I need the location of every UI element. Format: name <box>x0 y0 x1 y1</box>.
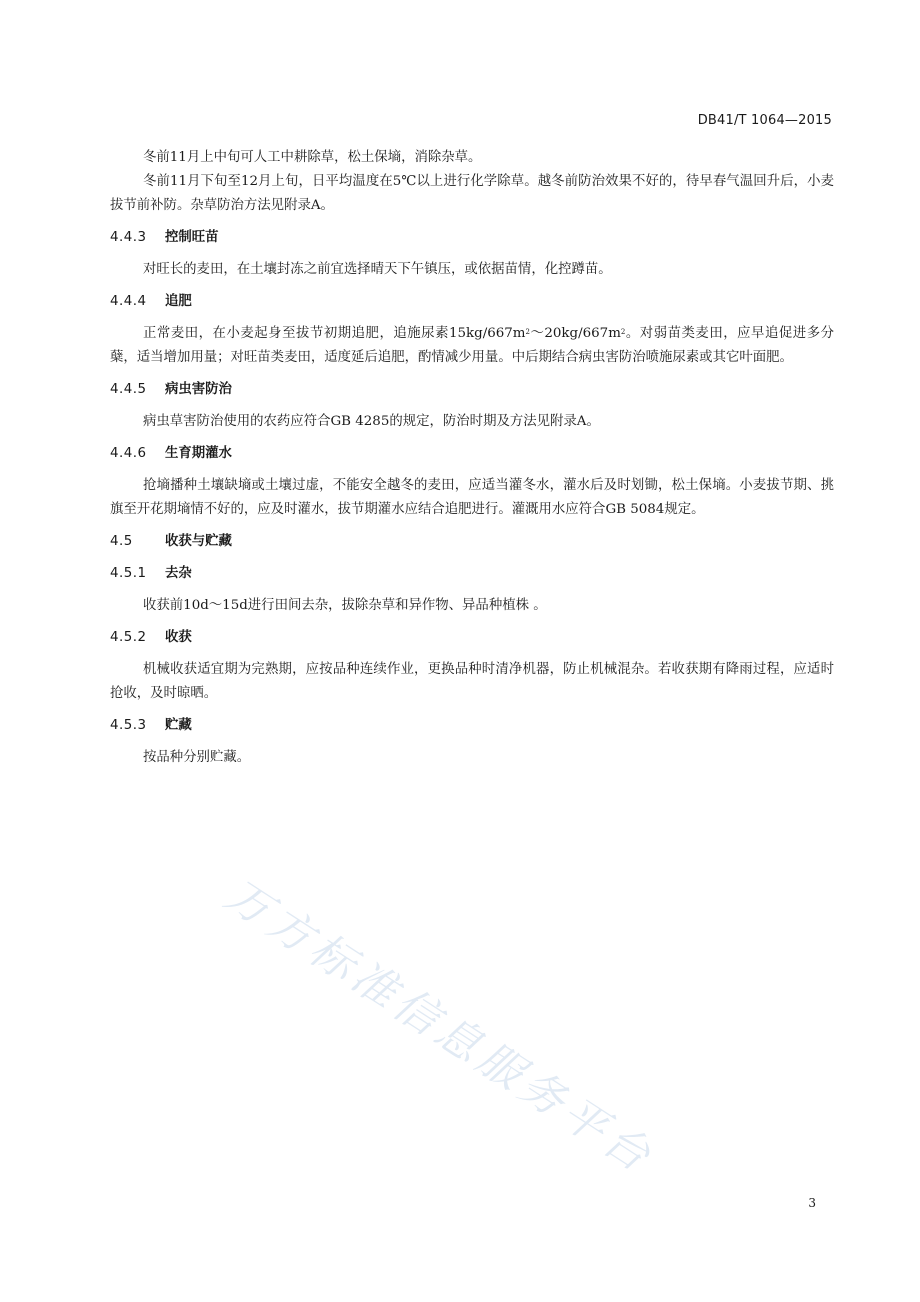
paragraph: 冬前11月上中旬可人工中耕除草，松土保墒，消除杂草。 <box>143 150 482 165</box>
section-number: 4.5.3 <box>110 718 147 733</box>
section-heading-4-5-1 <box>110 562 834 586</box>
section-title: 收获 <box>165 630 192 645</box>
section-heading-4-5-2 <box>110 626 834 650</box>
superscript: 2 <box>525 328 530 336</box>
document-body <box>110 146 834 770</box>
section-heading-4-4-4 <box>110 290 834 314</box>
section-number: 4.4.6 <box>110 446 147 461</box>
section-title: 去杂 <box>165 566 192 581</box>
text-segment: 。对弱苗类麦田，应早追促进多分蘖，适当增加用量；对旺苗类麦田，适度延后追肥，酌情减少用量。中后期结合病虫害防治喷施尿素或其它叶面肥。 <box>110 326 834 365</box>
document-code: DB41/T 1064—2015 <box>697 113 832 128</box>
section-title: 贮藏 <box>165 718 192 733</box>
text-segment: ～20kg/667m <box>529 326 621 341</box>
paragraph: 收获前10d～15d进行田间去杂，拔除杂草和异作物、异品种植株 。 <box>143 598 547 613</box>
section-number: 4.4.4 <box>110 294 147 309</box>
section-number: 4.5.2 <box>110 630 147 645</box>
section-number: 4.4.3 <box>110 230 147 245</box>
paragraph: 按品种分别贮藏。 <box>143 750 251 765</box>
page-number: 3 <box>808 1196 816 1210</box>
section-number: 4.4.5 <box>110 382 147 397</box>
section-title: 生育期灌水 <box>165 446 232 461</box>
section-heading-4-4-3 <box>110 226 834 250</box>
paragraph: 抢墒播种土壤缺墒或土壤过虚，不能安全越冬的麦田，应适当灌冬水，灌水后及时划锄，松土保墒。小麦拔节期、挑旗至开花期墒情不好的，应及时灌水，拔节期灌水应结合追肥进行。灌溉用水应符合GB 5084规定。 <box>110 478 834 517</box>
section-heading-4-4-5 <box>110 378 834 402</box>
section-heading-4-4-6 <box>110 442 834 466</box>
section-title: 控制旺苗 <box>165 230 219 245</box>
superscript: 2 <box>620 328 626 336</box>
paragraph: 机械收获适宜期为完熟期，应按品种连续作业，更换品种时清净机器，防止机械混杂。若收获期有降雨过程，应适时抢收，及时晾晒。 <box>110 662 834 701</box>
text-segment: 正常麦田，在小麦起身至拔节初期追肥，追施尿素15kg/667m <box>143 326 526 341</box>
watermark-text: 万方标准信息服务平台 <box>216 869 664 1185</box>
paragraph-fertilizer <box>110 322 834 370</box>
section-title: 追肥 <box>165 294 192 309</box>
paragraph: 对旺长的麦田，在土壤封冻之前宜选择晴天下午镇压，或依据苗情，化控蹲苗。 <box>143 262 612 277</box>
section-heading-4-5-3 <box>110 714 834 738</box>
section-title: 病虫害防治 <box>165 382 232 397</box>
paragraph: 冬前11月下旬至12月上旬，日平均温度在5℃以上进行化学除草。越冬前防治效果不好的，待早春气温回升后，小麦拔节前补防。杂草防治方法见附录A。 <box>110 174 834 213</box>
section-number: 4.5.1 <box>110 566 147 581</box>
section-number: 4.5 <box>110 534 133 549</box>
section-title: 收获与贮藏 <box>165 534 232 549</box>
paragraph: 病虫草害防治使用的农药应符合GB 4285的规定，防治时期及方法见附录A。 <box>143 414 600 429</box>
section-heading-4-5 <box>110 530 834 554</box>
